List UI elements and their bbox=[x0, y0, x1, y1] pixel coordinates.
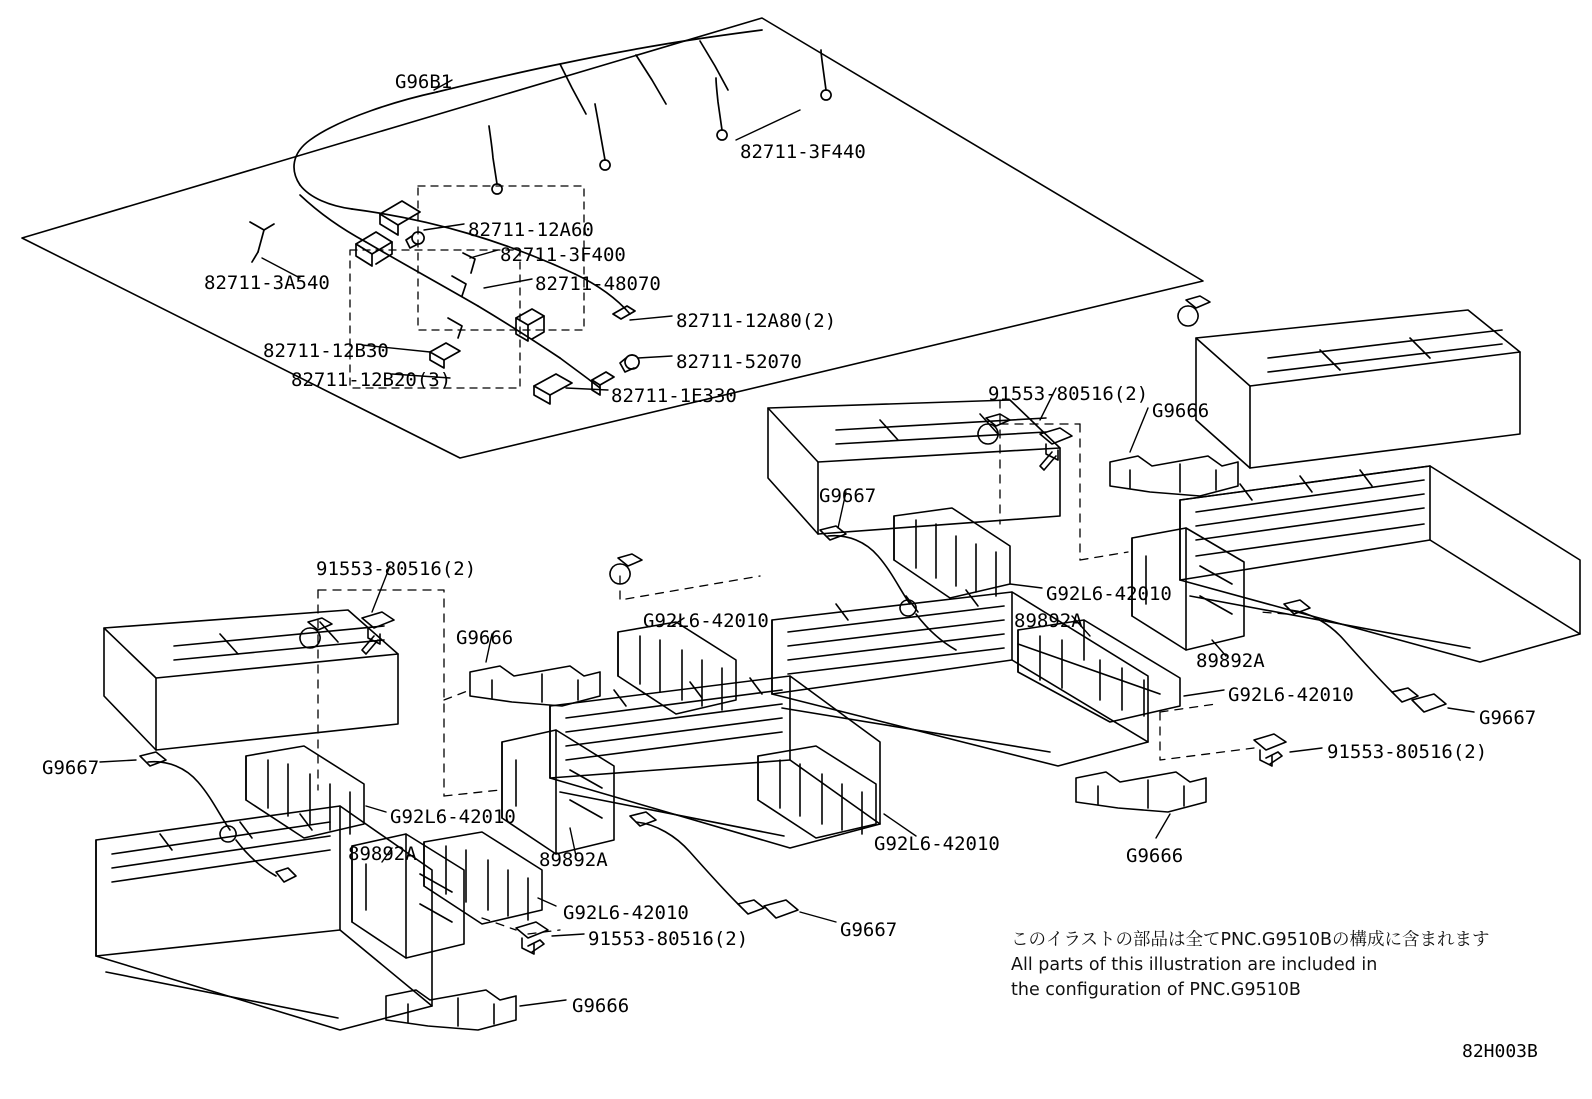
bracket-g92l6-left-lower-2 bbox=[424, 832, 542, 924]
part-label: 91553-80516(2) bbox=[316, 558, 477, 580]
part-label: G96B1 bbox=[395, 71, 453, 93]
part-label: 82711-12B30 bbox=[263, 340, 389, 362]
battery-module-right bbox=[1180, 466, 1580, 662]
bolt-91553-right-lower bbox=[1254, 734, 1286, 766]
rail-g9666-right-upper bbox=[1110, 456, 1238, 496]
part-label: G9666 bbox=[1152, 400, 1210, 422]
part-label: 82711-3A540 bbox=[204, 272, 330, 294]
part-label: 82711-12A80(2) bbox=[676, 310, 837, 332]
bracket-g92l6-left-lower bbox=[246, 746, 364, 838]
part-label: G92L6-42010 bbox=[563, 902, 689, 924]
figure-code: 82H003B bbox=[1462, 1041, 1538, 1062]
part-label: 82711-3F400 bbox=[500, 244, 626, 266]
part-label: 82711-12B20(3) bbox=[291, 369, 452, 391]
battery-cover-plate-right-top bbox=[1196, 310, 1520, 468]
part-label: 82711-1E330 bbox=[611, 385, 737, 407]
part-label: G9667 bbox=[1479, 707, 1537, 729]
rail-g9666-right-lower bbox=[1076, 772, 1206, 812]
part-label: G9666 bbox=[572, 995, 630, 1017]
part-label: 91553-80516(2) bbox=[988, 383, 1149, 405]
part-label: 91553-80516(2) bbox=[588, 928, 749, 950]
part-label: G9667 bbox=[42, 757, 100, 779]
part-label: G92L6-42010 bbox=[390, 806, 516, 828]
part-label: 82711-3F440 bbox=[740, 141, 866, 163]
part-label: 89892A bbox=[1014, 610, 1083, 632]
part-label: 89892A bbox=[539, 849, 608, 871]
part-label: G9666 bbox=[456, 627, 514, 649]
part-label: 82711-12A60 bbox=[468, 219, 594, 241]
part-label: G9667 bbox=[840, 919, 898, 941]
part-label: G9666 bbox=[1126, 845, 1184, 867]
battery-cover-plate-left bbox=[104, 610, 398, 750]
bolt-91553-center-lower bbox=[516, 922, 548, 954]
footnote-line-en-1: All parts of this illustration are included in bbox=[1011, 955, 1378, 975]
part-label: G92L6-42010 bbox=[643, 610, 769, 632]
leader-lines bbox=[100, 80, 1474, 1006]
part-label: 89892A bbox=[1196, 650, 1265, 672]
grommet-center bbox=[610, 554, 642, 584]
bracket-g92l6-center-lower-2 bbox=[758, 746, 876, 838]
bolt-91553-upper-right bbox=[978, 414, 1072, 470]
bracket-g92l6-right-upper bbox=[1018, 620, 1180, 722]
part-label: G9667 bbox=[819, 485, 877, 507]
footnote-line-jp: このイラストの部品は全てPNC.G9510Bの構成に含まれます bbox=[1011, 930, 1490, 950]
part-label: 89892A bbox=[348, 843, 417, 865]
part-label: G92L6-42010 bbox=[1228, 684, 1354, 706]
rail-g9666-left bbox=[470, 666, 600, 706]
battery-module-center-lower bbox=[550, 676, 880, 848]
battery-module-center-upper bbox=[772, 590, 1148, 766]
bracket-g92l6-center-lower-1 bbox=[618, 622, 736, 714]
part-label: G92L6-42010 bbox=[874, 833, 1000, 855]
footnote-line-en-2: the configuration of PNC.G9510B bbox=[1011, 980, 1301, 1000]
part-label: G92L6-42010 bbox=[1046, 583, 1172, 605]
rail-g9666-bottom bbox=[386, 990, 516, 1030]
part-label: 82711-52070 bbox=[676, 351, 802, 373]
part-label: 91553-80516(2) bbox=[1327, 741, 1488, 763]
grommet-upper-right bbox=[1178, 296, 1210, 326]
part-label: 82711-48070 bbox=[535, 273, 661, 295]
